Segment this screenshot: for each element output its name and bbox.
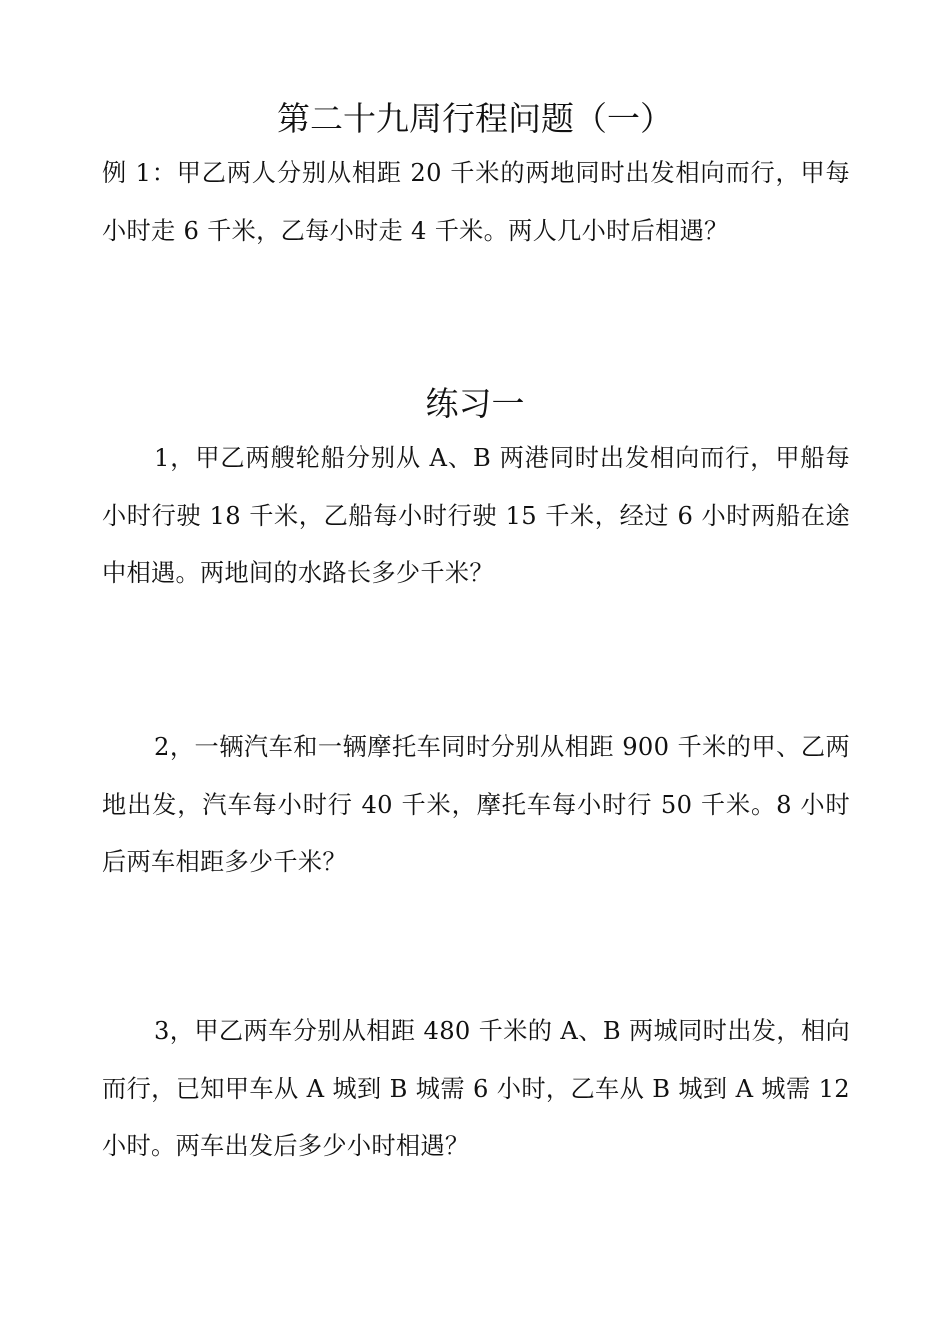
exercise-problem-3: 3，甲乙两车分别从相距 480 千米的 A、B 两城同时出发，相向而行，已知甲车从 A 城到 B 城需 6 小时，乙车从 B 城到 A 城需 12 小时。两车出发后多少小时相遇？ xyxy=(102,1017,850,1160)
example-problem: 例 1：甲乙两人分别从相距 20 千米的两地同时出发相向而行，甲每小时走 6 千米，乙每小时走 4 千米。两人几小时后相遇？ xyxy=(102,159,850,245)
exercise-problem-2: 2，一辆汽车和一辆摩托车同时分别从相距 900 千米的甲、乙两地出发，汽车每小时行 40 千米，摩托车每小时行 50 千米。8 小时后两车相距多少千米？ xyxy=(102,733,850,876)
exercise-problem-1: 1，甲乙两艘轮船分别从 A、B 两港同时出发相向而行，甲船每小时行驶 18 千米，乙船每小时行驶 15 千米，经过 6 小时两船在途中相遇。两地间的水路长多少千米？ xyxy=(102,444,850,587)
section-title: 练习一 xyxy=(425,384,525,423)
page-title: 第二十九周行程问题（一） xyxy=(277,99,673,138)
